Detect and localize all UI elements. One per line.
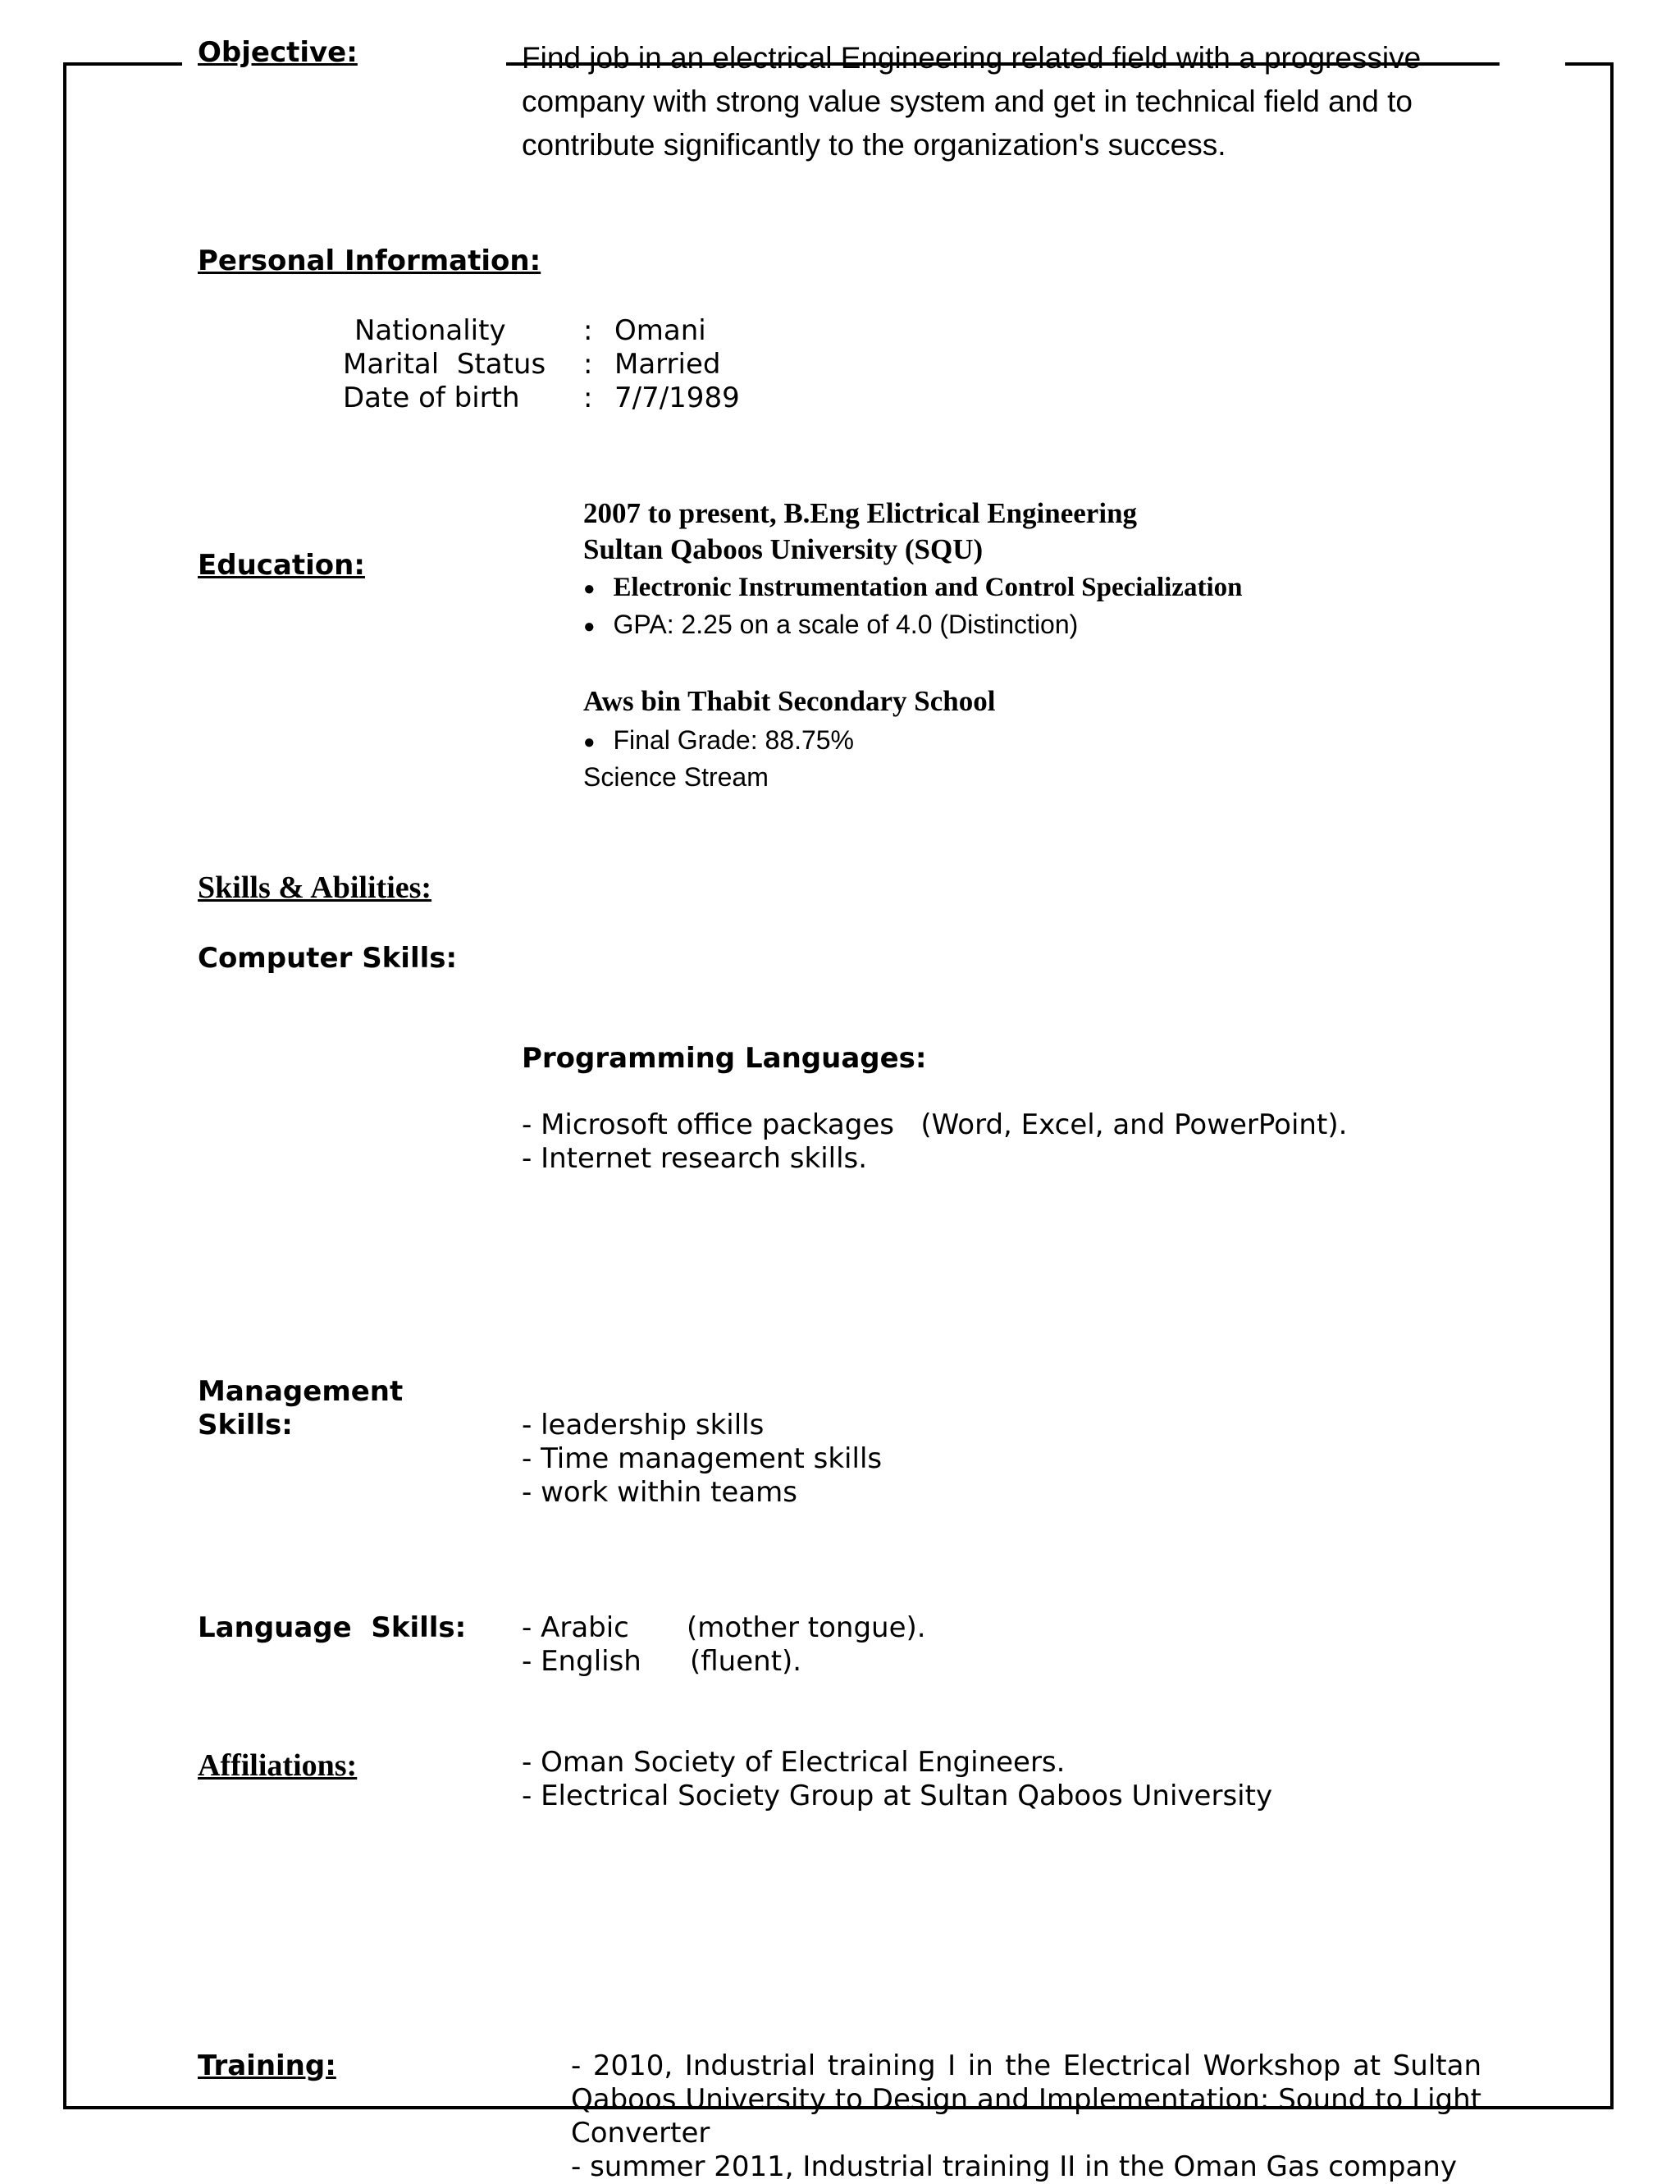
language-arabic-level: (mother tongue). bbox=[687, 1611, 926, 1644]
nationality-key: Nationality bbox=[354, 314, 506, 347]
language-english: - English bbox=[522, 1645, 641, 1678]
bullet-icon: ● bbox=[583, 730, 596, 753]
school-stream: Science Stream bbox=[583, 762, 769, 792]
language-arabic: - Arabic bbox=[522, 1611, 629, 1644]
list-item: - 2010, Industrial training I in the Electrical Workshop at Sultan Qaboos University to Design and Implementation: Sound to Light Converter bbox=[571, 2049, 1481, 2150]
management-skills-label-line2: Skills: bbox=[198, 1409, 293, 1442]
training-list bbox=[571, 2049, 1481, 2184]
marital-status-value: Married bbox=[614, 348, 721, 381]
list-item: - Electrical Society Group at Sultan Qaboos University bbox=[522, 1780, 1273, 1812]
bullet-icon: ● bbox=[583, 615, 596, 637]
list-item: - Time management skills bbox=[522, 1442, 883, 1475]
education-bullet-2: ● GPA: 2.25 on a scale of 4.0 (Distinction) bbox=[583, 610, 1079, 639]
training-label: Training: bbox=[198, 2049, 336, 2082]
list-item: - summer 2011, Industrial training II in the Oman Gas company bbox=[571, 2150, 1457, 2183]
bullet-icon: ● bbox=[583, 578, 596, 600]
date-of-birth-sep: : bbox=[583, 382, 593, 414]
marital-status-sep: : bbox=[583, 348, 593, 381]
date-of-birth-value: 7/7/1989 bbox=[614, 382, 740, 414]
list-item: - Internet research skills. bbox=[522, 1142, 868, 1175]
school-bullet: ● Final Grade: 88.75% bbox=[583, 725, 854, 755]
personal-info-label: Personal Information: bbox=[198, 244, 541, 277]
degree-line: 2007 to present, B.Eng Elictrical Engineering bbox=[583, 497, 1138, 529]
nationality-sep: : bbox=[583, 314, 593, 347]
education-bullet-1: ● Electronic Instrumentation and Control Specialization bbox=[583, 573, 1243, 602]
management-skills-label-line1: Management bbox=[198, 1375, 404, 1408]
school-name: Aws bin Thabit Secondary School bbox=[583, 685, 996, 717]
skills-abilities-label: Skills & Abilities: bbox=[198, 870, 432, 905]
border-gap-right bbox=[1500, 57, 1565, 67]
affiliations-label: Affiliations: bbox=[198, 1748, 358, 1783]
list-item: - Microsoft office packages (Word, Excel, and PowerPoint). bbox=[522, 1108, 1348, 1141]
list-item: - Oman Society of Electrical Engineers. bbox=[522, 1746, 1066, 1779]
list-item: - work within teams bbox=[522, 1476, 798, 1509]
marital-status-key: Marital Status bbox=[343, 348, 546, 381]
language-english-level: (fluent). bbox=[690, 1645, 802, 1678]
date-of-birth-key: Date of birth bbox=[343, 382, 520, 414]
education-label: Education: bbox=[198, 549, 365, 582]
computer-skills-label: Computer Skills: bbox=[198, 942, 458, 975]
list-item: - leadership skills bbox=[522, 1409, 765, 1442]
programming-languages-label: Programming Languages: bbox=[522, 1042, 927, 1075]
nationality-value: Omani bbox=[614, 314, 706, 347]
language-skills-label: Language Skills: bbox=[198, 1611, 467, 1644]
objective-text: Find job in an electrical Engineering related field with a progressive company with strong value system and get in technical field and to contribute significantly to the organization's success. bbox=[522, 41, 1422, 162]
objective-label: Objective: bbox=[198, 36, 358, 69]
university-name: Sultan Qaboos University (SQU) bbox=[583, 533, 984, 565]
